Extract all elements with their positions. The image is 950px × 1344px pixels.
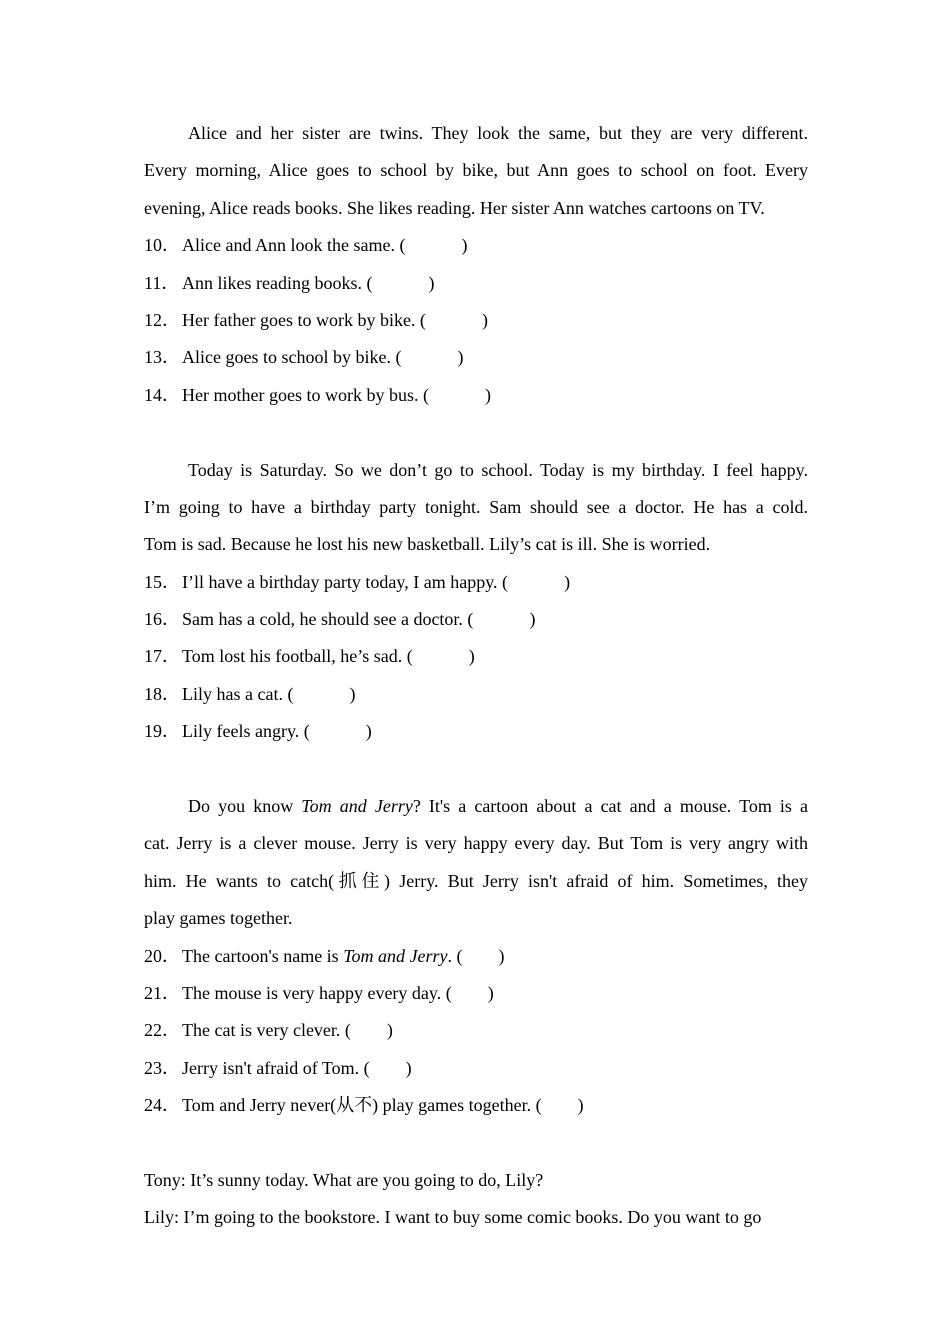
- paren-close: ): [365, 721, 372, 742]
- question-number: 21．: [144, 982, 180, 1003]
- passage-line: Today is Saturday. So we don’t go to school. Today is my birthday. I feel happy.: [188, 459, 808, 480]
- question-text: Jerry isn't afraid of Tom. (: [182, 1057, 370, 1078]
- passage-line: him. He wants to catch(抓住) Jerry. But Jerry isn't afraid of him. Sometimes, they: [144, 870, 808, 891]
- question-number: 17．: [144, 646, 180, 667]
- question-number: 23．: [144, 1057, 180, 1078]
- question-list-1: [144, 227, 808, 414]
- passage-line: I’m going to have a birthday party tonight. Sam should see a doctor. He has a cold.: [144, 496, 808, 517]
- question-number: 18．: [144, 683, 180, 704]
- question-17: [144, 638, 808, 675]
- question-number: 24．: [144, 1095, 180, 1116]
- question-16: [144, 601, 808, 638]
- question-number: 20．: [144, 945, 180, 966]
- question-24: [144, 1087, 808, 1124]
- dialogue-line-lily: Lily: I’m going to the bookstore. I want to buy some comic books. Do you want to go: [144, 1207, 762, 1228]
- question-text: Lily feels angry. (: [182, 721, 310, 742]
- question-text: . (: [447, 945, 463, 966]
- dialogue-line-tony: Tony: It’s sunny today. What are you going to do, Lily?: [144, 1169, 544, 1190]
- question-list-2: [144, 564, 808, 751]
- question-list-3: [144, 938, 808, 1125]
- paren-close: ): [484, 384, 491, 405]
- paren-close: ): [529, 609, 536, 630]
- passage-text: Do you know: [188, 796, 302, 817]
- question-text: The cat is very clever. (: [182, 1020, 351, 1041]
- question-number: 13．: [144, 347, 180, 368]
- spacer: [144, 414, 808, 451]
- passage-line: Every morning, Alice goes to school by bike, but Ann goes to school on foot. Every: [144, 160, 808, 181]
- cartoon-title: Tom and Jerry: [301, 796, 413, 817]
- passage-line: cat. Jerry is a clever mouse. Jerry is very happy every day. But Tom is very angry with: [144, 833, 808, 854]
- question-number: 15．: [144, 571, 180, 592]
- question-15: [144, 564, 808, 601]
- cartoon-title: Tom and Jerry: [343, 945, 448, 966]
- dialogue: [144, 1162, 808, 1237]
- question-text: Lily has a cat. (: [182, 683, 294, 704]
- paren-close: ): [498, 945, 505, 966]
- paren-close: ): [577, 1095, 584, 1116]
- paren-close: ): [481, 309, 488, 330]
- question-20: [144, 938, 808, 975]
- question-number: 12．: [144, 309, 180, 330]
- passage-2: [144, 452, 808, 564]
- question-number: 19．: [144, 721, 180, 742]
- passage-line: [144, 788, 808, 825]
- question-13: [144, 339, 808, 376]
- question-text: Sam has a cold, he should see a doctor. (: [182, 609, 474, 630]
- passage-3: [144, 788, 808, 938]
- question-21: [144, 975, 808, 1012]
- paren-close: ): [564, 571, 571, 592]
- question-number: 11．: [144, 272, 180, 293]
- question-14: [144, 377, 808, 414]
- question-text: The mouse is very happy every day. (: [182, 982, 452, 1003]
- passage-line: Tom is sad. Because he lost his new basketball. Lily’s cat is ill. She is worried.: [144, 534, 711, 555]
- question-text: The cartoon's name is: [182, 945, 344, 966]
- paren-close: ): [457, 347, 464, 368]
- question-text: I’ll have a birthday party today, I am happy. (: [182, 571, 509, 592]
- paren-close: ): [349, 683, 356, 704]
- worksheet-content: [144, 115, 808, 1237]
- question-text: Alice goes to school by bike. (: [182, 347, 402, 368]
- paren-close: ): [428, 272, 435, 293]
- question-18: [144, 676, 808, 713]
- paren-close: ): [386, 1020, 393, 1041]
- question-23: [144, 1050, 808, 1087]
- paren-close: ): [405, 1057, 412, 1078]
- question-number: 22．: [144, 1020, 180, 1041]
- question-text: Tom and Jerry never(从不) play games together. (: [182, 1095, 542, 1116]
- question-text: Ann likes reading books. (: [182, 272, 373, 293]
- question-number: 14．: [144, 384, 180, 405]
- question-text: Her father goes to work by bike. (: [182, 309, 426, 330]
- paren-close: ): [468, 646, 475, 667]
- passage-1: [144, 115, 808, 227]
- question-number: 10．: [144, 235, 180, 256]
- paren-close: ): [461, 235, 468, 256]
- spacer: [144, 1125, 808, 1162]
- question-text: Her mother goes to work by bus. (: [182, 384, 429, 405]
- question-12: [144, 302, 808, 339]
- question-22: [144, 1012, 808, 1049]
- passage-line: play games together.: [144, 908, 293, 929]
- question-19: [144, 713, 808, 750]
- question-text: Tom lost his football, he’s sad. (: [182, 646, 413, 667]
- passage-line: evening, Alice reads books. She likes reading. Her sister Ann watches cartoons on TV.: [144, 197, 765, 218]
- passage-line: Alice and her sister are twins. They look the same, but they are very different.: [188, 123, 808, 143]
- question-10: [144, 227, 808, 264]
- paren-close: ): [487, 982, 494, 1003]
- spacer: [144, 751, 808, 788]
- question-number: 16．: [144, 609, 180, 630]
- question-text: Alice and Ann look the same. (: [182, 235, 406, 256]
- passage-text: ? It's a cartoon about a cat and a mouse. Tom is a: [412, 796, 809, 817]
- question-11: [144, 265, 808, 302]
